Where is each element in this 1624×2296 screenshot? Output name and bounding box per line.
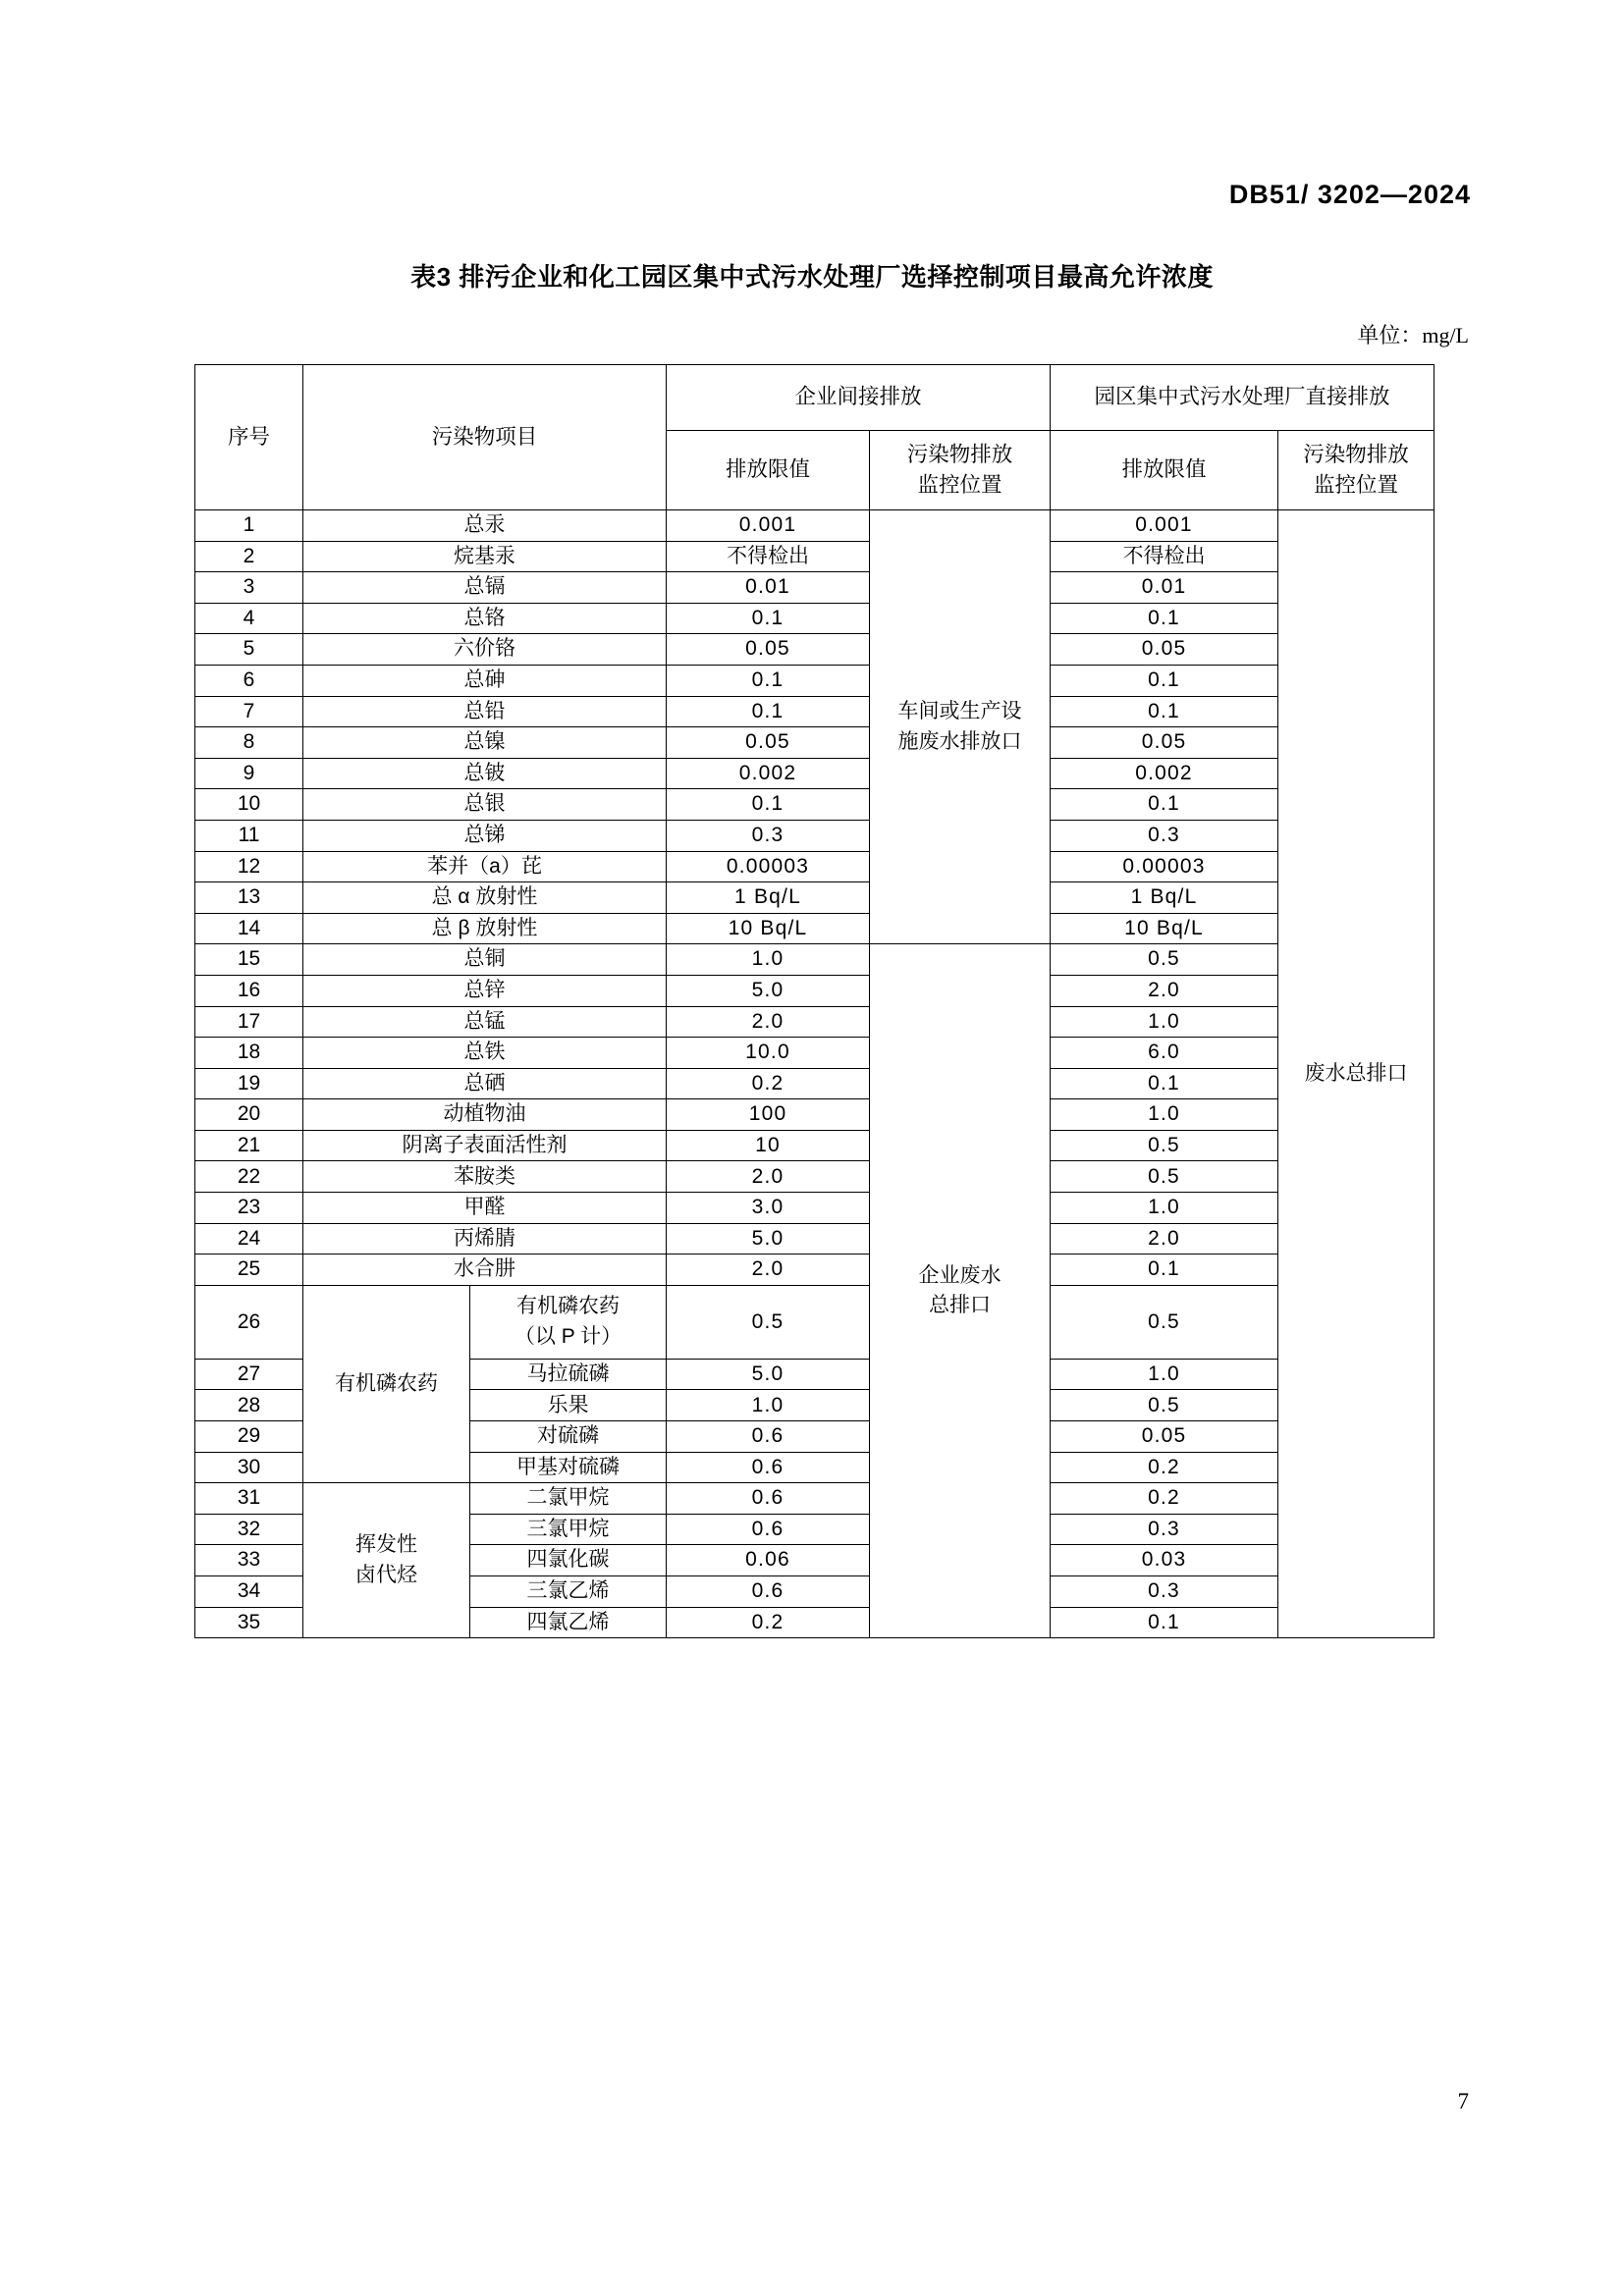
row-direct-limit: 2.0 [1051, 1223, 1278, 1255]
row-direct-limit: 0.05 [1051, 1421, 1278, 1453]
row-seq: 7 [195, 696, 303, 727]
row-seq: 9 [195, 758, 303, 789]
row-direct-limit: 10 Bq/L [1051, 913, 1278, 944]
row-seq: 8 [195, 727, 303, 759]
row-indirect-limit: 10 [667, 1130, 870, 1161]
row-direct-limit: 0.00003 [1051, 851, 1278, 882]
row-indirect-limit: 1.0 [667, 1390, 870, 1421]
row-indirect-limit: 0.2 [667, 1068, 870, 1099]
row-seq: 12 [195, 851, 303, 882]
unit-line [1357, 319, 1469, 349]
row-seq: 2 [195, 541, 303, 572]
row-seq: 14 [195, 913, 303, 944]
row-seq: 6 [195, 665, 303, 696]
row-pollutant: 动植物油 [303, 1099, 667, 1131]
table-row [195, 510, 1435, 542]
row-seq: 18 [195, 1038, 303, 1069]
table-row [195, 727, 1435, 759]
table-row [195, 696, 1435, 727]
row-seq: 24 [195, 1223, 303, 1255]
row-pollutant: 总铜 [303, 944, 667, 976]
indirect-position-line1: 污染物排放 [906, 442, 1013, 466]
row-direct-limit: 0.05 [1051, 634, 1278, 666]
indirect-position-line2: 监控位置 [917, 473, 1002, 497]
row-pollutant: 三氯乙烯 [470, 1576, 667, 1608]
col-header-indirect-group: 企业间接排放 [667, 365, 1051, 431]
row-indirect-limit: 0.5 [667, 1285, 870, 1359]
row-direct-limit: 0.3 [1051, 820, 1278, 851]
row-indirect-limit: 0.1 [667, 789, 870, 821]
row-seq: 22 [195, 1161, 303, 1193]
row-seq: 20 [195, 1099, 303, 1131]
pollutant-limits-table [194, 364, 1435, 1638]
table-row [195, 1161, 1435, 1193]
table-row [195, 820, 1435, 851]
direct-position-line2: 监控位置 [1314, 473, 1399, 497]
row-seq: 16 [195, 975, 303, 1006]
row-direct-limit: 0.5 [1051, 944, 1278, 976]
row-indirect-limit: 2.0 [667, 1255, 870, 1286]
row-indirect-limit: 不得检出 [667, 541, 870, 572]
row-pollutant: 三氯甲烷 [470, 1514, 667, 1545]
row-indirect-limit: 0.6 [667, 1483, 870, 1515]
row-pollutant: 总砷 [303, 665, 667, 696]
row-pollutant: 总锑 [303, 820, 667, 851]
table-row [195, 1038, 1435, 1069]
row-direct-limit: 0.5 [1051, 1161, 1278, 1193]
row-pollutant: 总锌 [303, 975, 667, 1006]
row-indirect-limit: 5.0 [667, 1223, 870, 1255]
row-indirect-limit: 0.6 [667, 1514, 870, 1545]
row-direct-limit: 0.5 [1051, 1390, 1278, 1421]
table-row [195, 1483, 1435, 1515]
row-direct-limit: 0.5 [1051, 1130, 1278, 1161]
indirect-total-line2: 总排口 [929, 1294, 992, 1317]
row-pollutant: 总 α 放射性 [303, 882, 667, 914]
row-pollutant: 总镍 [303, 727, 667, 759]
row-direct-limit: 不得检出 [1051, 541, 1278, 572]
row-indirect-limit: 0.6 [667, 1576, 870, 1608]
row-seq: 13 [195, 882, 303, 914]
row-direct-limit: 0.01 [1051, 572, 1278, 604]
table-row [195, 1068, 1435, 1099]
row-indirect-limit: 0.3 [667, 820, 870, 851]
row-indirect-limit: 0.05 [667, 727, 870, 759]
row-indirect-limit: 0.1 [667, 603, 870, 634]
volatile-halo-line2: 卤代烃 [355, 1563, 417, 1586]
row-indirect-limit: 0.6 [667, 1421, 870, 1453]
row-pollutant-line1: 有机磷农药 [516, 1295, 620, 1318]
table-row [195, 634, 1435, 666]
workshop-line1: 车间或生产设 [897, 700, 1022, 723]
row-direct-limit: 0.001 [1051, 510, 1278, 542]
table-row [195, 758, 1435, 789]
table-body [195, 510, 1435, 1638]
row-seq: 15 [195, 944, 303, 976]
row-pollutant: 总铬 [303, 603, 667, 634]
table-row [195, 1255, 1435, 1286]
table-row [195, 1193, 1435, 1224]
table-row [195, 1223, 1435, 1255]
direct-position-line1: 污染物排放 [1303, 442, 1409, 466]
row-pollutant: 苯胺类 [303, 1161, 667, 1193]
row-indirect-limit: 0.05 [667, 634, 870, 666]
table-row [195, 1006, 1435, 1038]
row-seq: 19 [195, 1068, 303, 1099]
row-indirect-limit: 0.1 [667, 665, 870, 696]
row-seq: 31 [195, 1483, 303, 1515]
col-header-direct-limit: 排放限值 [1051, 431, 1278, 510]
row-pollutant [470, 1285, 667, 1359]
table-row [195, 975, 1435, 1006]
row-direct-limit: 1.0 [1051, 1099, 1278, 1131]
table-row [195, 913, 1435, 944]
row-pollutant: 烷基汞 [303, 541, 667, 572]
row-seq: 10 [195, 789, 303, 821]
row-direct-limit: 1.0 [1051, 1193, 1278, 1224]
row-pollutant: 六价铬 [303, 634, 667, 666]
row-seq: 27 [195, 1359, 303, 1390]
row-indirect-limit: 1.0 [667, 944, 870, 976]
row-pollutant: 总硒 [303, 1068, 667, 1099]
group-label-organophosphorus: 有机磷农药 [303, 1285, 470, 1482]
table-row [195, 789, 1435, 821]
row-direct-limit: 0.002 [1051, 758, 1278, 789]
row-seq: 11 [195, 820, 303, 851]
row-seq: 25 [195, 1255, 303, 1286]
indirect-total-line1: 企业废水 [918, 1263, 1001, 1287]
col-header-indirect-position [870, 431, 1051, 510]
row-direct-limit: 0.1 [1051, 1068, 1278, 1099]
row-pollutant: 对硫磷 [470, 1421, 667, 1453]
row-seq: 29 [195, 1421, 303, 1453]
row-direct-limit: 0.1 [1051, 1255, 1278, 1286]
row-pollutant: 甲醛 [303, 1193, 667, 1224]
row-indirect-limit: 10.0 [667, 1038, 870, 1069]
row-indirect-limit: 5.0 [667, 975, 870, 1006]
table-row [195, 1099, 1435, 1131]
row-seq: 17 [195, 1006, 303, 1038]
row-seq: 5 [195, 634, 303, 666]
row-direct-limit: 1.0 [1051, 1359, 1278, 1390]
row-pollutant: 苯并（a）芘 [303, 851, 667, 882]
row-seq: 28 [195, 1390, 303, 1421]
table-row [195, 603, 1435, 634]
row-pollutant: 乐果 [470, 1390, 667, 1421]
row-indirect-limit: 0.06 [667, 1545, 870, 1576]
unit-value: mg/L [1422, 323, 1469, 347]
row-pollutant: 总铍 [303, 758, 667, 789]
row-pollutant-line2: （以 P 计） [514, 1324, 623, 1348]
col-header-direct-position [1278, 431, 1435, 510]
table-title: 表3 排污企业和化工园区集中式污水处理厂选择控制项目最高允许浓度 [410, 262, 1214, 292]
row-seq: 4 [195, 603, 303, 634]
row-seq: 21 [195, 1130, 303, 1161]
row-direct-limit: 2.0 [1051, 975, 1278, 1006]
row-pollutant: 总汞 [303, 510, 667, 542]
row-indirect-limit: 0.01 [667, 572, 870, 604]
row-pollutant: 总铁 [303, 1038, 667, 1069]
table-head-row-1 [195, 365, 1435, 431]
row-pollutant: 丙烯腈 [303, 1223, 667, 1255]
row-indirect-limit: 0.00003 [667, 851, 870, 882]
row-direct-limit: 0.3 [1051, 1514, 1278, 1545]
row-seq: 35 [195, 1607, 303, 1638]
row-indirect-limit: 10 Bq/L [667, 913, 870, 944]
row-pollutant: 水合肼 [303, 1255, 667, 1286]
row-pollutant: 阴离子表面活性剂 [303, 1130, 667, 1161]
row-seq: 33 [195, 1545, 303, 1576]
indirect-position-workshop [870, 510, 1051, 944]
row-indirect-limit: 2.0 [667, 1006, 870, 1038]
row-seq: 32 [195, 1514, 303, 1545]
row-direct-limit: 0.5 [1051, 1285, 1278, 1359]
row-direct-limit: 6.0 [1051, 1038, 1278, 1069]
row-direct-limit: 0.2 [1051, 1483, 1278, 1515]
row-indirect-limit: 3.0 [667, 1193, 870, 1224]
table-row [195, 851, 1435, 882]
table-row [195, 944, 1435, 976]
table-row [195, 1130, 1435, 1161]
row-direct-limit: 0.1 [1051, 789, 1278, 821]
row-indirect-limit: 100 [667, 1099, 870, 1131]
table-row [195, 882, 1435, 914]
row-direct-limit: 1.0 [1051, 1006, 1278, 1038]
row-direct-limit: 0.1 [1051, 696, 1278, 727]
table-row [195, 665, 1435, 696]
row-seq: 3 [195, 572, 303, 604]
table-row [195, 572, 1435, 604]
table-head [195, 365, 1435, 510]
col-header-pollutant: 污染物项目 [303, 365, 667, 510]
row-pollutant: 总银 [303, 789, 667, 821]
direct-position-total-outlet: 废水总排口 [1278, 510, 1435, 1638]
row-indirect-limit: 1 Bq/L [667, 882, 870, 914]
row-pollutant: 四氯乙烯 [470, 1607, 667, 1638]
row-indirect-limit: 0.2 [667, 1607, 870, 1638]
standard-code-header: DB51/ 3202—2024 [1228, 180, 1471, 209]
row-pollutant: 总铅 [303, 696, 667, 727]
row-indirect-limit: 0.002 [667, 758, 870, 789]
row-direct-limit: 0.3 [1051, 1576, 1278, 1608]
row-direct-limit: 0.1 [1051, 665, 1278, 696]
row-seq: 34 [195, 1576, 303, 1608]
row-pollutant: 总镉 [303, 572, 667, 604]
row-pollutant: 总锰 [303, 1006, 667, 1038]
row-indirect-limit: 5.0 [667, 1359, 870, 1390]
row-seq: 1 [195, 510, 303, 542]
page-number: 7 [1457, 2089, 1469, 2113]
row-direct-limit: 0.03 [1051, 1545, 1278, 1576]
row-seq: 23 [195, 1193, 303, 1224]
indirect-position-total-outlet [870, 944, 1051, 1638]
row-pollutant: 总 β 放射性 [303, 913, 667, 944]
row-direct-limit: 0.2 [1051, 1452, 1278, 1483]
unit-label: 单位： [1357, 323, 1423, 347]
row-indirect-limit: 0.001 [667, 510, 870, 542]
row-indirect-limit: 0.1 [667, 696, 870, 727]
row-seq: 30 [195, 1452, 303, 1483]
row-seq: 26 [195, 1285, 303, 1359]
volatile-halo-line1: 挥发性 [355, 1533, 417, 1557]
row-indirect-limit: 2.0 [667, 1161, 870, 1193]
group-label-volatile-halohydrocarbons [303, 1483, 470, 1638]
row-indirect-limit: 0.6 [667, 1452, 870, 1483]
row-pollutant: 四氯化碳 [470, 1545, 667, 1576]
row-direct-limit: 1 Bq/L [1051, 882, 1278, 914]
table-row [195, 541, 1435, 572]
row-pollutant: 甲基对硫磷 [470, 1452, 667, 1483]
row-direct-limit: 0.1 [1051, 603, 1278, 634]
table-row [195, 1285, 1435, 1359]
workshop-line2: 施废水排放口 [897, 729, 1022, 753]
col-header-direct-group: 园区集中式污水处理厂直接排放 [1051, 365, 1435, 431]
row-direct-limit: 0.05 [1051, 727, 1278, 759]
col-header-seq: 序号 [195, 365, 303, 510]
col-header-indirect-limit: 排放限值 [667, 431, 870, 510]
row-pollutant: 马拉硫磷 [470, 1359, 667, 1390]
row-direct-limit: 0.1 [1051, 1607, 1278, 1638]
row-pollutant: 二氯甲烷 [470, 1483, 667, 1515]
